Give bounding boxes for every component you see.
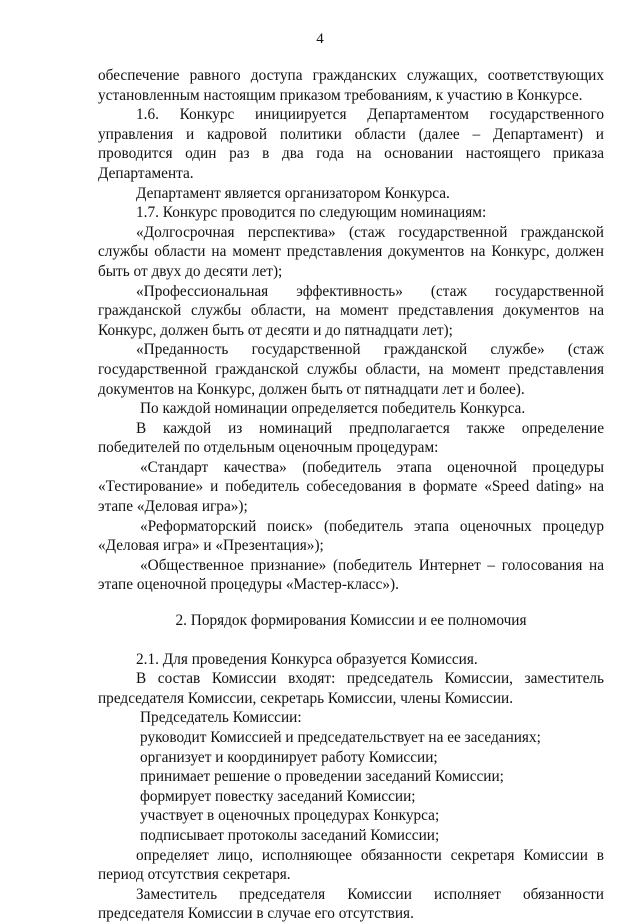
procedure-item: «Стандарт качества» (победитель этапа оценочной процедуры «Тестирование» и победитель собеседования в формате «Speed dating» на этапе «Деловая игра»); — [98, 458, 604, 516]
section-heading: 2. Порядок формирования Комиссии и ее полномочия — [175, 612, 527, 630]
nomination-item: «Профессиональная эффективность» (стаж государственной гражданской службы области, на момент представления документов на Конкурс, должен быть от десяти и до пятнадцати лет); — [98, 282, 604, 339]
chair-duty-item: руководит Комиссией и председательствует на ее заседаниях; — [140, 729, 541, 746]
paragraph: 1.6. Конкурс инициируется Департаментом государственного управления и кадровой политики области (далее – Департамент) и проводится один раз в два года на основании настоящего приказа Департамента. — [98, 106, 604, 182]
page-number: 4 — [316, 31, 324, 47]
paragraph: Заместитель председателя Комиссии исполняет обязанности председателя Комиссии в случае его отсутствия. — [98, 885, 604, 923]
chair-duty-item: принимает решение о проведении заседаний Комиссии; — [140, 768, 504, 786]
chair-duty-item: подписывает протоколы заседаний Комиссии; — [140, 826, 440, 844]
procedure-item: «Реформаторский поиск» (победитель этапа оценочных процедур «Деловая игра» и «Презентация»); — [98, 517, 604, 555]
procedure-item: «Общественное признание» (победитель Интернет – голосования на этапе оценочной процедуры «Мастер-класс»). — [98, 556, 604, 594]
chair-duty-item: определяет лицо, исполняющее обязанности секретаря Комиссии в период отсутствия секретаря. — [98, 846, 604, 884]
paragraph: В состав Комиссии входят: председатель Комиссии, заместитель председателя Комиссии, секретарь Комиссии, члены Комиссии. — [98, 670, 604, 707]
document-body — [98, 66, 604, 924]
paragraph: По каждой номинации определяется победитель Конкурса. — [140, 400, 526, 418]
chair-duty-item: участвует в оценочных процедурах Конкурса; — [140, 807, 440, 825]
paragraph: обеспечение равного доступа гражданских служащих, соответствующих установленным настоящим приказом требованиям, к участию в Конкурсе. — [98, 67, 604, 104]
paragraph: В каждой из номинаций предполагается также определение победителей по отдельным оценочным процедурам: — [98, 419, 604, 457]
nomination-item: «Преданность государственной гражданской службе» (стаж государственной гражданской службы области, на момент представления документов на Конкурс, должен быть от пятнадцати лет и более). — [98, 341, 604, 398]
paragraph: 1.7. Конкурс проводится по следующим номинациям: — [136, 204, 487, 222]
paragraph: 2.1. Для проведения Конкурса образуется Комиссия. — [136, 650, 478, 668]
paragraph: Департамент является организатором Конкурса. — [136, 184, 450, 202]
paragraph: Председатель Комиссии: — [140, 709, 302, 727]
chair-duty-item: формирует повестку заседаний Комиссии; — [140, 787, 416, 805]
chair-duty-item: организует и координирует работу Комиссии; — [140, 748, 438, 766]
nomination-item: «Долгосрочная перспектива» (стаж государственной гражданской службы области на момент представления документов на Конкурс, должен быть от двух до десяти лет); — [98, 223, 604, 280]
